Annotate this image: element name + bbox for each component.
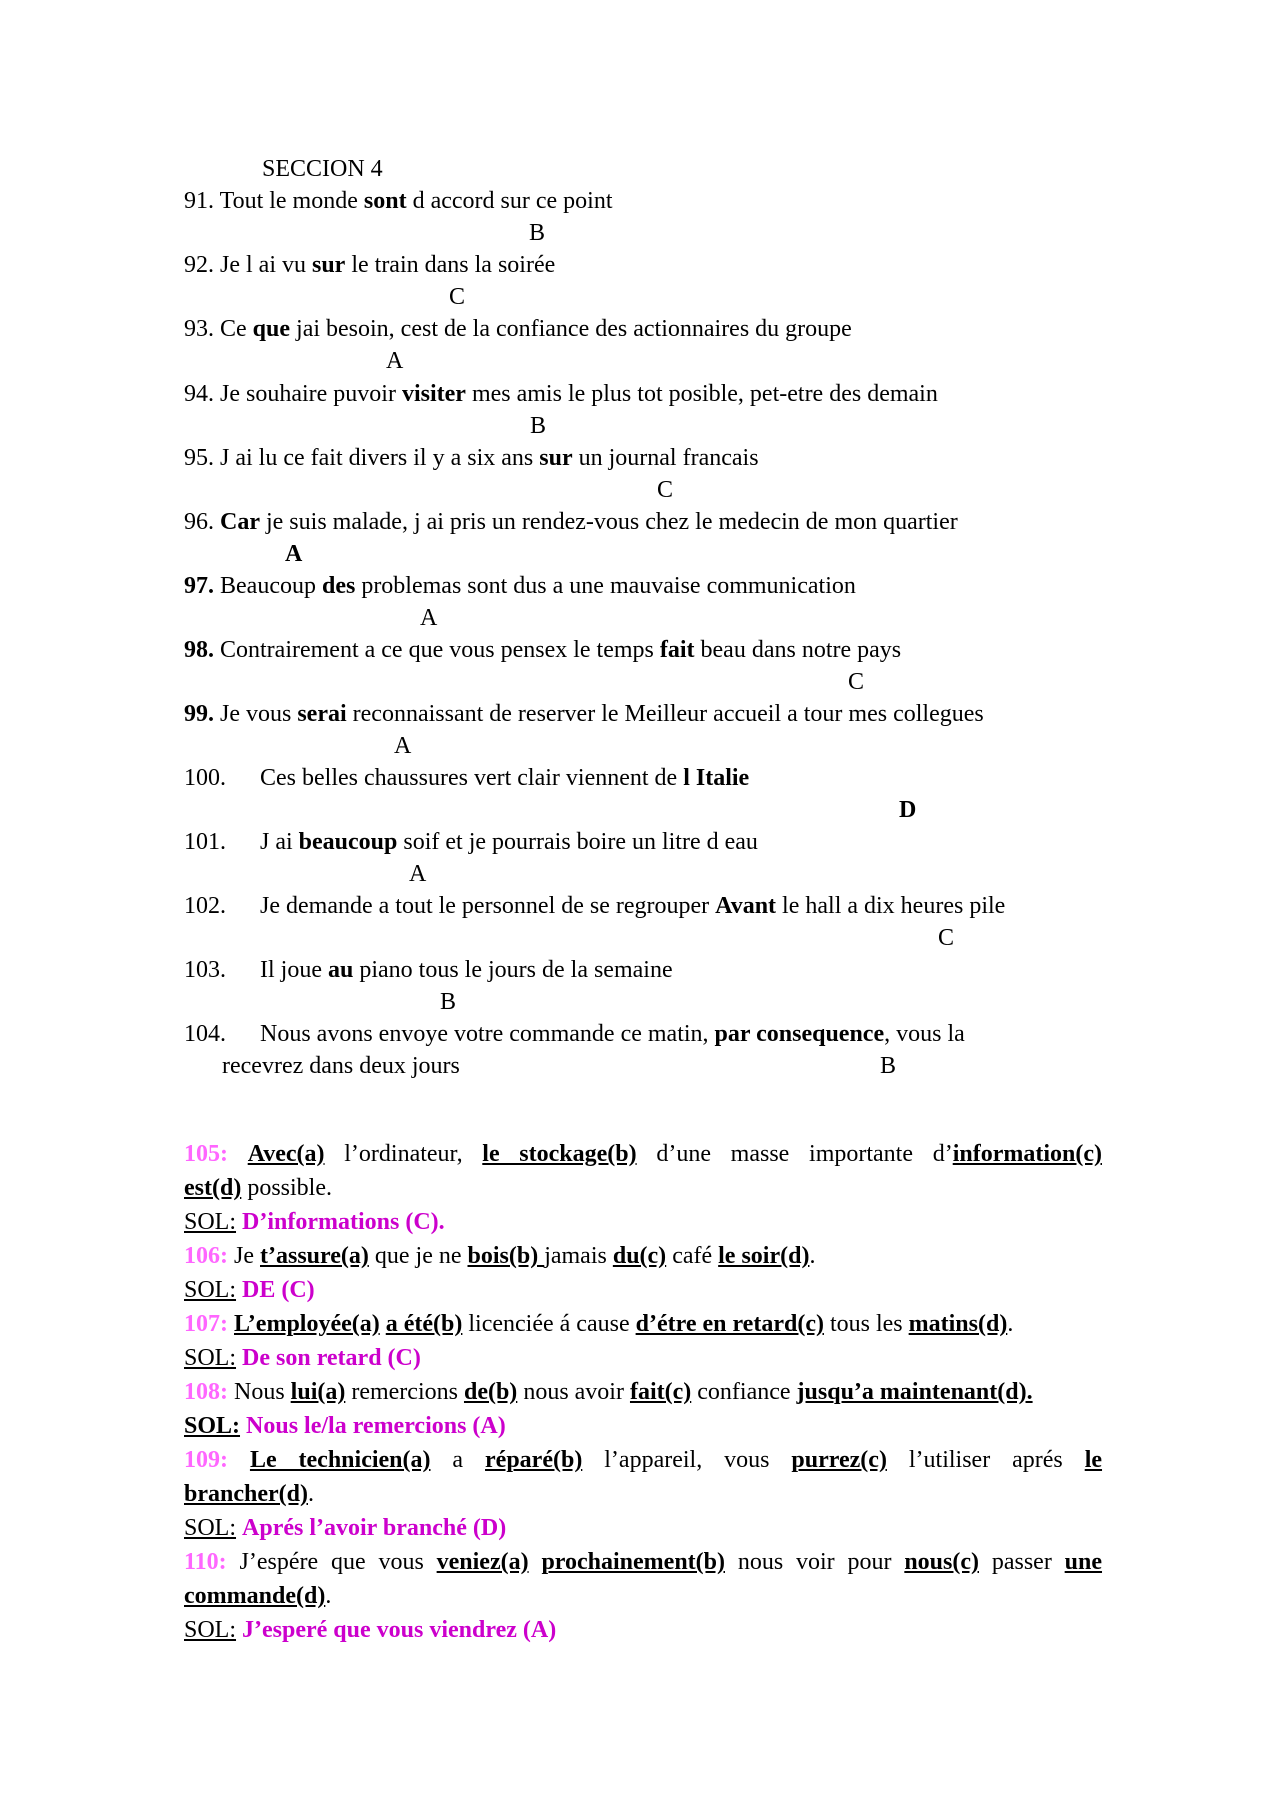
- answer-letter: B: [440, 989, 457, 1015]
- list-item: 100. Ces belles chaussures vert clair viennent de l Italie: [184, 765, 750, 791]
- answer-letter: A: [394, 733, 412, 759]
- list-item: 95. J ai lu ce fait divers il y a six ans sur un journal francais: [184, 445, 759, 471]
- list-item: 104. Nous avons envoye votre commande ce matin, par consequence, vous la: [184, 1021, 965, 1047]
- answer-letter: B: [529, 220, 546, 246]
- exercise-line: est(d) possible.: [184, 1175, 332, 1201]
- list-item: 97. Beaucoup des problemas sont dus a une mauvaise communication: [184, 573, 856, 599]
- exercise-line: commande(d).: [184, 1583, 332, 1609]
- exercise-line: 105: Avec(a) l’ordinateur, le stockage(b) d’une masse importante d’information(c): [184, 1141, 1102, 1167]
- solution-line: SOL: Aprés l’avoir branché (D): [184, 1515, 507, 1541]
- exercise-line: 108: Nous lui(a) remercions de(b) nous avoir fait(c) confiance jusqu’a maintenant(d).: [184, 1379, 1033, 1405]
- answer-letter: B: [880, 1053, 897, 1079]
- list-item: 101. J ai beaucoup soif et je pourrais boire un litre d eau: [184, 829, 758, 855]
- exercise-line: 109: Le technicien(a) a réparé(b) l’appareil, vous purrez(c) l’utiliser aprés le: [184, 1447, 1103, 1473]
- section-title: SECCION 4: [262, 156, 383, 182]
- answer-letter: C: [449, 284, 466, 310]
- list-item: 102. Je demande a tout le personnel de se regrouper Avant le hall a dix heures pile: [184, 893, 1006, 919]
- list-item: 103. Il joue au piano tous le jours de la semaine: [184, 957, 673, 983]
- list-item: 91. Tout le monde sont d accord sur ce point: [184, 188, 613, 214]
- list-item-continuation: recevrez dans deux jours: [222, 1053, 460, 1079]
- answer-letter: C: [657, 477, 674, 503]
- solution-line: SOL: Nous le/la remercions (A): [184, 1413, 506, 1439]
- answer-letter: A: [420, 605, 438, 631]
- list-item: 92. Je l ai vu sur le train dans la soirée: [184, 252, 556, 278]
- list-item: 96. Car je suis malade, j ai pris un rendez-vous chez le medecin de mon quartier: [184, 509, 958, 535]
- answer-letter: D: [899, 797, 917, 823]
- list-item: 94. Je souhaire puvoir visiter mes amis le plus tot posible, pet-etre des demain: [184, 381, 938, 407]
- answer-letter: A: [409, 861, 427, 887]
- answer-letter: B: [530, 413, 547, 439]
- answer-letter: A: [386, 348, 404, 374]
- solution-line: SOL: D’informations (C).: [184, 1209, 445, 1235]
- list-item: 99. Je vous serai reconnaissant de reserver le Meilleur accueil a tour mes collegues: [184, 701, 984, 727]
- list-item: 93. Ce que jai besoin, cest de la confiance des actionnaires du groupe: [184, 316, 852, 342]
- answer-letter: C: [938, 925, 955, 951]
- solution-line: SOL: DE (C): [184, 1277, 315, 1303]
- list-item: 98. Contrairement a ce que vous pensex le temps fait beau dans notre pays: [184, 637, 902, 663]
- solution-line: SOL: J’esperé que vous viendrez (A): [184, 1617, 557, 1643]
- answer-letter: C: [848, 669, 865, 695]
- exercise-line: 110: J’espére que vous veniez(a) prochainement(b) nous voir pour nous(c) passer une: [184, 1549, 1103, 1575]
- exercise-line: 106: Je t’assure(a) que je ne bois(b) jamais du(c) café le soir(d).: [184, 1243, 816, 1269]
- exercise-line: brancher(d).: [184, 1481, 314, 1507]
- exercise-line: 107: L’employée(a) a été(b) licenciée á cause d’étre en retard(c) tous les matins(d).: [184, 1311, 1014, 1337]
- answer-letter: A: [285, 541, 303, 567]
- solution-line: SOL: De son retard (C): [184, 1345, 421, 1371]
